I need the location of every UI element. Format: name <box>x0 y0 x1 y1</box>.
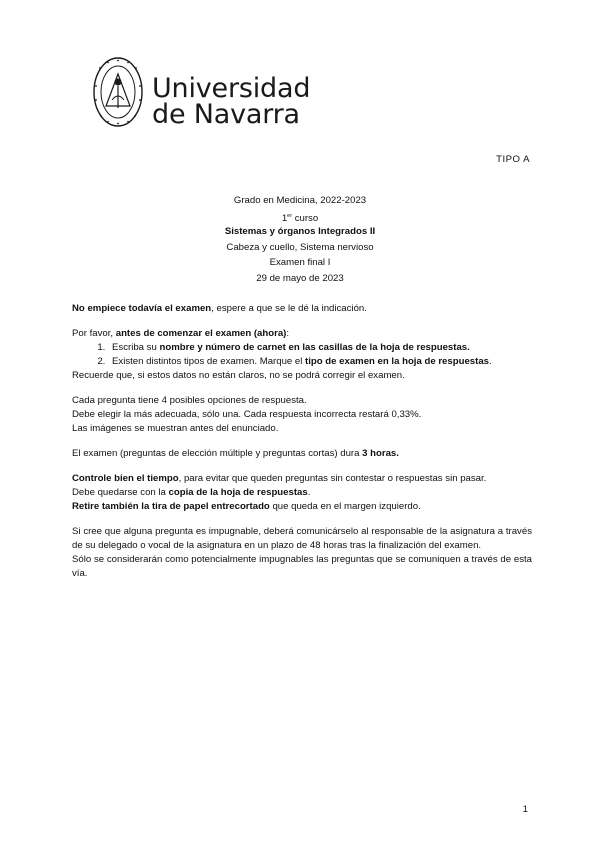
university-name-line1: Universidad <box>152 73 311 104</box>
instruction-wait <box>72 302 532 316</box>
instruction-before-start-bold: antes de comenzar el examen (ahora) <box>115 328 287 339</box>
list-item-end: . <box>489 356 492 367</box>
instruction-time <box>72 472 532 486</box>
instruction-strip <box>72 500 532 514</box>
instruction-data-warning: Recuerde que, si estos datos no están claros, no se podrá corregir el examen. <box>72 370 405 381</box>
list-item-text: Escriba su <box>112 342 160 353</box>
instruction-time-rest: , para evitar que queden preguntas sin contestar o respuestas sin pasar. <box>178 473 487 484</box>
instruction-list <box>72 341 532 369</box>
subject-title: Sistemas y órganos Integrados II <box>224 226 376 237</box>
instruction-copy-c: . <box>307 487 311 498</box>
exam-type-label: TIPO A <box>496 154 530 165</box>
instruction-copy <box>72 486 532 500</box>
list-item-bold: tipo de examen en la hoja de respuestas <box>305 356 489 367</box>
instruction-before-start-a: Por favor, <box>72 328 116 339</box>
university-name-line2: de Navarra <box>152 99 300 130</box>
instruction-duration-text: El examen (preguntas de elección múltiple y preguntas cortas) dura <box>72 448 363 459</box>
instruction-duration <box>72 447 532 461</box>
instruction-appeal-channel: Sólo se considerarán como potencialmente impugnables las preguntas que se comuniquen a través de esta vía. <box>72 554 532 579</box>
university-logo <box>92 56 311 130</box>
course-number: 1 <box>281 212 288 224</box>
instruction-before-start <box>72 327 532 341</box>
page-number: 1 <box>522 804 528 815</box>
instruction-before-start-c: : <box>286 328 290 339</box>
university-seal-icon <box>92 56 144 128</box>
list-item <box>108 355 532 369</box>
instruction-strip-rest: que queda en el margen izquierdo. <box>269 501 421 512</box>
list-item <box>108 341 532 355</box>
instruction-penalty: Debe elegir la más adecuada, sólo una. Cada respuesta incorrecta restará 0,33%. <box>72 409 422 420</box>
degree-line: Grado en Medicina, 2022-2023 <box>233 195 367 206</box>
list-item-bold: nombre y número de carnet en las casillas de la hoja de respuestas. <box>159 342 470 353</box>
instruction-wait-bold: No empiece todavía el examen <box>72 303 212 314</box>
instruction-wait-rest: , espere a que se le dé la indicación. <box>211 303 367 314</box>
instruction-options: Cada pregunta tiene 4 posibles opciones de respuesta. <box>72 395 307 406</box>
instruction-images: Las imágenes se muestran antes del enunciado. <box>72 423 279 434</box>
topics-line: Cabeza y cuello, Sistema nervioso <box>226 241 374 253</box>
course-word: curso <box>294 212 319 224</box>
instruction-strip-bold: Retire también la tira de papel entrecortado <box>72 501 270 512</box>
list-item-text: Existen distintos tipos de examen. Marque el <box>112 356 306 367</box>
course-superscript: er <box>287 212 293 219</box>
instruction-duration-bold: 3 horas. <box>362 448 399 459</box>
instruction-copy-a: Debe quedarse con la <box>72 487 169 498</box>
instruction-time-bold: Controle bien el tiempo <box>72 473 179 484</box>
instruction-copy-bold: copia de la hoja de respuestas <box>168 487 308 498</box>
course-line <box>0 209 600 225</box>
exam-header <box>0 193 600 286</box>
exam-date: 29 de mayo de 2023 <box>256 272 344 284</box>
instructions-body <box>72 302 532 581</box>
instruction-appeal: Si cree que alguna pregunta es impugnable, deberá comunicárselo al responsable de la asignatura a través de su delegado o vocal de la asignatura en un plazo de 48 horas tras la finalización del examen. <box>72 526 532 551</box>
exam-name: Examen final I <box>269 257 331 268</box>
university-name <box>152 73 311 130</box>
